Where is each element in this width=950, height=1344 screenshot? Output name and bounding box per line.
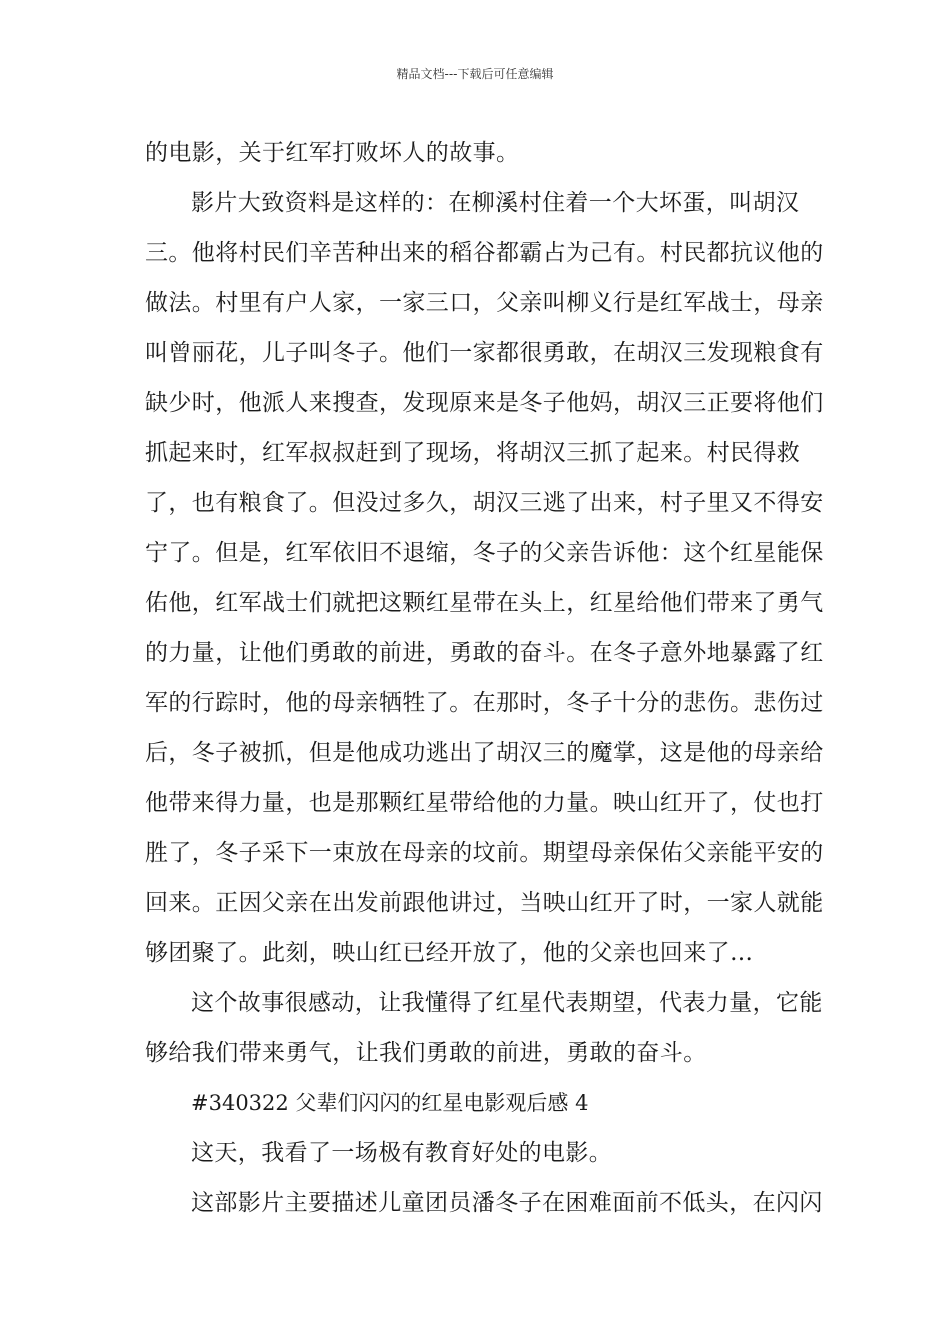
document-body bbox=[145, 128, 835, 1228]
paragraph-description: 这部影片主要描述儿童团员潘冬子在困难面前不低头，在闪闪 bbox=[191, 1190, 823, 1216]
paragraph-continuation: 的电影，关于红军打败坏人的故事。 bbox=[145, 140, 520, 166]
paragraph-intro: 这天，我看了一场极有教育好处的电影。 bbox=[191, 1140, 613, 1166]
section-heading: #340322 父辈们闪闪的红星电影观后感 4 bbox=[191, 1091, 589, 1115]
paragraph-plot-summary: 影片大致资料是这样的：在柳溪村住着一个大坏蛋，叫胡汉三。他将村民们辛苦种出来的稻谷都霸占为己有。村民都抗议他的做法。村里有户人家，一家三口，父亲叫柳义行是红军战士，母亲叫曾丽花，儿子叫冬子。他们一家都很勇敢，在胡汉三发现粮食有缺少时，他派人来搜查，发现原来是冬子他妈，胡汉三正要将他们抓起来时，红军叔叔赶到了现场，将胡汉三抓了起来。村民得救了，也有粮食了。但没过多久，胡汉三逃了出来，村子里又不得安宁了。但是，红军依旧不退缩，冬子的父亲告诉他：这个红星能保佑他，红军战士们就把这颗红星带在头上，红星给他们带来了勇气的力量，让他们勇敢的前进，勇敢的奋斗。在冬子意外地暴露了红军的行踪时，他的母亲牺牲了。在那时，冬子十分的悲伤。悲伤过后，冬子被抓，但是他成功逃出了胡汉三的魔掌，这是他的母亲给他带来得力量，也是那颗红星带给他的力量。映山红开了，仗也打胜了，冬子采下一束放在母亲的坟前。期望母亲保佑父亲能平安的回来。正因父亲在出发前跟他讲过，当映山红开了时，一家人就能够团聚了。此刻，映山红已经开放了，他的父亲也回来了… bbox=[145, 190, 824, 966]
page-header: 精品文档---下载后可任意编辑 bbox=[396, 67, 554, 81]
paragraph-reflection: 这个故事很感动，让我懂得了红星代表期望，代表力量，它能够给我们带来勇气，让我们勇敢的前进，勇敢的奋斗。 bbox=[145, 990, 823, 1066]
